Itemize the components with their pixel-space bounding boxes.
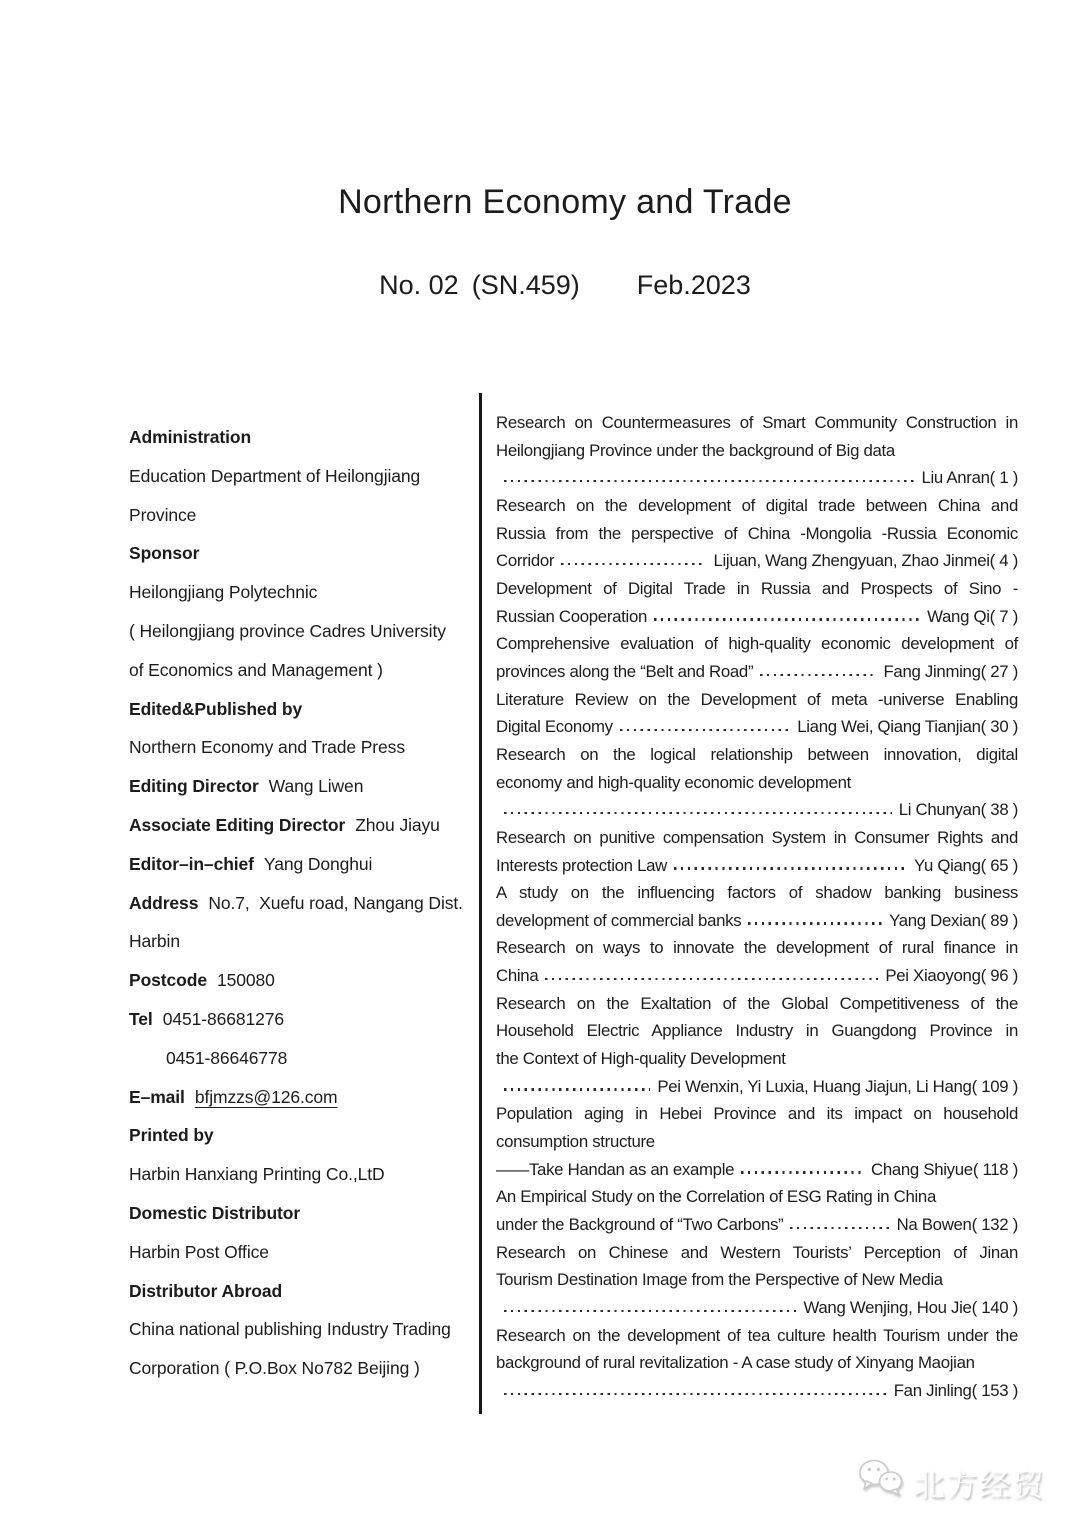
masthead-line [129, 806, 481, 845]
issue-number: No. 02 [379, 270, 459, 300]
dots-leader [674, 867, 907, 869]
toc-title-line: Research on the logical relationship between innovation, digital [496, 744, 1018, 764]
masthead-line [129, 690, 481, 729]
toc-title-fragment: under the Background of “Two Carbons” [496, 1215, 784, 1235]
masthead-label: Associate Editing Director [129, 814, 346, 835]
masthead-label: Editing Director [129, 776, 259, 797]
dots-leader [504, 1310, 796, 1312]
masthead-line [129, 1349, 481, 1388]
masthead-value: Wang Liwen [268, 776, 364, 797]
toc-entry [496, 934, 1018, 989]
dots-leader [790, 1227, 889, 1229]
toc-authors-page: Na Bowen( 132 ) [896, 1215, 1018, 1235]
toc-leader-line [496, 907, 1018, 935]
toc-leader-line [496, 1294, 1018, 1322]
table-of-contents [496, 409, 1018, 1405]
toc-entry [496, 409, 1018, 492]
masthead-value: ( Heilongjiang province Cadres University [129, 620, 446, 641]
toc-entry [496, 824, 1018, 879]
toc-leader-line [496, 1073, 1018, 1101]
toc-entry [496, 575, 1018, 630]
toc-leader-line [496, 603, 1018, 631]
toc-authors-page: Pei Xiaoyong( 96 ) [885, 966, 1018, 986]
toc-title-fragment: development of commercial banks [496, 910, 742, 930]
toc-entry [496, 1239, 1018, 1322]
toc-authors-page: Liang Wei, Qiang Tianjian( 30 ) [797, 717, 1018, 737]
toc-authors-page: Yu Qiang( 65 ) [913, 855, 1018, 875]
toc-authors-page: Lijuan, Wang Zhengyuan, Zhao Jinmei( 4 ) [713, 551, 1018, 571]
toc-leader-line [496, 1377, 1018, 1405]
wechat-watermark [857, 1458, 1046, 1506]
masthead-label: Postcode [129, 970, 207, 991]
column-divider [479, 393, 482, 1414]
masthead-line [129, 961, 481, 1000]
toc-title-fragment: Digital Economy [496, 717, 613, 737]
toc-title-line: Research on the development of tea culture health Tourism under the [496, 1325, 1018, 1345]
toc-leader-line [496, 658, 1018, 686]
masthead-line [129, 573, 481, 612]
masthead-line [129, 612, 481, 651]
masthead-panel [129, 418, 481, 1388]
toc-leader-line [496, 796, 1018, 824]
dots-leader [545, 978, 878, 980]
masthead-value: Yang Donghui [263, 853, 373, 874]
toc-entry [496, 1322, 1018, 1405]
masthead-value: Harbin Hanxiang Printing Co.,LtD [129, 1164, 385, 1185]
toc-entry [496, 686, 1018, 741]
toc-title-line: economy and high-quality economic development [496, 772, 851, 792]
masthead-line [129, 1155, 481, 1194]
masthead-value: Harbin [129, 931, 180, 952]
masthead-value: Northern Economy and Trade Press [129, 737, 405, 758]
masthead-line [129, 728, 481, 767]
toc-title-line: Heilongjiang Province under the background of Big data [496, 440, 895, 460]
toc-title-line: the Context of High-quality Development [496, 1049, 786, 1069]
masthead-label: Edited&Published by [129, 698, 303, 719]
masthead-line [129, 922, 481, 961]
toc-entry [496, 492, 1018, 575]
masthead-value: China national publishing Industry Trading [129, 1319, 451, 1340]
masthead-value: 0451-86646778 [166, 1047, 288, 1068]
toc-title-line: An Empirical Study on the Correlation of ESG Rating in China [496, 1187, 936, 1207]
toc-authors-page: Li Chunyan( 38 ) [898, 800, 1018, 820]
toc-authors-page: Pei Wenxin, Yi Luxia, Huang Jiajun, Li Hang( 109 ) [657, 1076, 1018, 1096]
toc-title-line: Research on the development of digital trade between China and [496, 495, 1018, 515]
masthead-line [129, 457, 481, 496]
masthead-label: Sponsor [129, 543, 200, 564]
toc-entry [496, 879, 1018, 934]
toc-authors-page: Wang Wenjing, Hou Jie( 140 ) [803, 1298, 1018, 1317]
dots-leader [504, 1088, 650, 1090]
toc-leader-line [496, 1211, 1018, 1239]
masthead-line [129, 884, 481, 923]
masthead-line [129, 1078, 481, 1117]
toc-title-line: Comprehensive evaluation of high-quality economic development of [496, 634, 1018, 654]
toc-title-line: Literature Review on the Development of meta -universe Enabling [496, 689, 1018, 709]
toc-authors-page: Yang Dexian( 89 ) [889, 910, 1018, 930]
toc-title-line: Research on punitive compensation System in Consumer Rights and [496, 827, 1018, 847]
masthead-value: Zhou Jiayu [355, 814, 440, 835]
toc-title-fragment: Interests protection Law [496, 855, 667, 875]
masthead-value: of Economics and Management ) [129, 659, 383, 680]
dots-leader [504, 812, 892, 814]
toc-leader-line [496, 547, 1018, 575]
masthead-line [129, 1194, 481, 1233]
toc-title-line: Russia from the perspective of China -Mongolia -Russia Economic [496, 523, 1018, 543]
toc-entry [496, 1183, 1018, 1238]
masthead-label: Administration [129, 427, 252, 447]
dots-leader [620, 729, 790, 731]
toc-title-fragment: ——Take Handan as an example [496, 1159, 735, 1179]
toc-title-line: Development of Digital Trade in Russia and Prospects of Sino - [496, 578, 1018, 598]
toc-title-line: Research on Chinese and Western Tourists’ Perception of Jinan [496, 1242, 1018, 1262]
masthead-value: No.7, Xuefu road, Nangang Dist. [208, 892, 463, 913]
masthead-label: Printed by [129, 1125, 214, 1146]
toc-authors-page: Wang Qi( 7 ) [927, 606, 1018, 626]
toc-title-line: A study on the influencing factors of shadow banking business [496, 883, 1018, 903]
masthead-label: Tel [129, 1008, 153, 1029]
toc-leader-line [496, 962, 1018, 990]
toc-title-fragment: China [496, 966, 539, 986]
dots-leader [741, 1171, 864, 1173]
issue-date: Feb.2023 [636, 270, 751, 300]
dots-leader [504, 480, 914, 482]
wechat-icon [857, 1458, 905, 1506]
toc-entry [496, 630, 1018, 685]
toc-title-line: Household Electric Appliance Industry in Guangdong Province in [496, 1021, 1018, 1041]
masthead-label: Domestic Distributor [129, 1202, 301, 1223]
toc-title-line: Population aging in Hebei Province and its impact on household [496, 1104, 1018, 1124]
toc-title-line: Research on ways to innovate the development of rural finance in [496, 938, 1018, 958]
dots-leader [561, 563, 706, 565]
issue-serial: (SN.459) [471, 270, 580, 300]
masthead-line [129, 767, 481, 806]
toc-authors-page: Fan Jinling( 153 ) [893, 1380, 1018, 1400]
toc-authors-page: Liu Anran( 1 ) [921, 468, 1018, 488]
toc-authors-page: Fang Jinming( 27 ) [883, 661, 1018, 681]
toc-authors-page: Chang Shiyue( 118 ) [871, 1159, 1018, 1179]
toc-leader-line [496, 713, 1018, 741]
dots-leader [760, 674, 876, 676]
masthead-value: 0451-86681276 [162, 1008, 285, 1029]
dots-leader [748, 922, 882, 924]
masthead-label: E–mail [129, 1086, 185, 1107]
toc-entry [496, 1100, 1018, 1183]
email-link[interactable]: bfjmzzs@126.com [194, 1086, 338, 1107]
toc-entry [496, 990, 1018, 1101]
masthead-value: Corporation ( P.O.Box No782 Beijing ) [129, 1358, 420, 1379]
toc-leader-line [496, 852, 1018, 880]
issue-line [50, 270, 1080, 301]
watermark-text: 北方经贸 [914, 1467, 1046, 1503]
toc-title-fragment: Corridor [496, 551, 555, 571]
masthead-line [129, 651, 481, 690]
masthead-line [129, 496, 481, 535]
masthead-line [129, 418, 481, 457]
masthead-line [129, 1039, 481, 1078]
masthead-line [129, 534, 481, 573]
toc-title-line: Research on Countermeasures of Smart Community Construction in [496, 413, 1018, 432]
toc-title-fragment: provinces along the “Belt and Road” [496, 661, 754, 681]
toc-title-line: background of rural revitalization - A case study of Xinyang Maojian [496, 1353, 975, 1373]
masthead-label: Editor–in–chief [129, 853, 254, 874]
toc-title-line: consumption structure [496, 1132, 655, 1152]
masthead-line [129, 1000, 481, 1039]
dots-leader [654, 618, 920, 620]
masthead-line [129, 1310, 481, 1349]
toc-entry [496, 741, 1018, 824]
masthead-label: Address [129, 892, 199, 913]
journal-title: Northern Economy and Trade [338, 183, 792, 221]
masthead-line [129, 1116, 481, 1155]
masthead-value: Harbin Post Office [129, 1241, 269, 1262]
toc-leader-line [496, 1156, 1018, 1184]
masthead-line [129, 1272, 481, 1311]
toc-title-fragment: Russian Cooperation [496, 606, 648, 626]
masthead-label: Distributor Abroad [129, 1280, 283, 1301]
masthead-value: Education Department of Heilongjiang [129, 465, 421, 486]
page-header [0, 183, 1080, 301]
toc-title-line: Research on the Exaltation of the Global Competitiveness of the [496, 993, 1018, 1013]
toc-title-line: Tourism Destination Image from the Perspective of New Media [496, 1270, 943, 1290]
masthead-line [129, 1233, 481, 1272]
masthead-value: Province [129, 504, 197, 525]
masthead-value: 150080 [216, 970, 275, 991]
toc-leader-line [496, 464, 1018, 492]
dots-leader [504, 1393, 887, 1395]
masthead-line [129, 845, 481, 884]
masthead-value: Heilongjiang Polytechnic [129, 582, 318, 603]
